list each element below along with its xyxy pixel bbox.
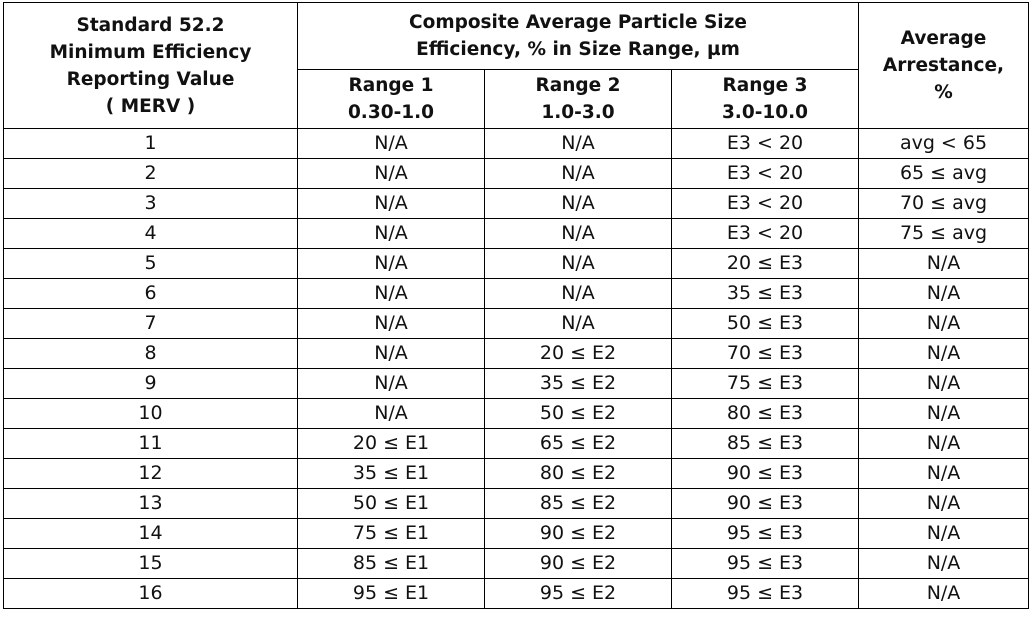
table-row — [4, 369, 1029, 399]
range-2-cell: 80 ≤ E2 — [485, 459, 672, 489]
arrestance-cell: N/A — [859, 489, 1029, 519]
arrestance-cell: N/A — [859, 369, 1029, 399]
merv-header-line: ( MERV ) — [105, 95, 196, 117]
merv-cell: 14 — [4, 519, 298, 549]
range-1-cell: N/A — [298, 399, 485, 429]
range-3-cell: 85 ≤ E3 — [672, 429, 859, 459]
range-2-cell: N/A — [485, 159, 672, 189]
range-1-cell: N/A — [298, 219, 485, 249]
range-2-header — [485, 70, 672, 129]
range-3-cell: 95 ≤ E3 — [672, 549, 859, 579]
range-span: 3.0-10.0 — [721, 102, 809, 123]
merv-table — [3, 2, 1029, 609]
merv-cell: 3 — [4, 189, 298, 219]
range-2-cell: N/A — [485, 189, 672, 219]
table-row — [4, 579, 1029, 609]
range-name: Range 3 — [722, 75, 808, 96]
range-2-cell: 90 ≤ E2 — [485, 549, 672, 579]
table-row — [4, 339, 1029, 369]
table-row — [4, 279, 1029, 309]
range-2-cell: 65 ≤ E2 — [485, 429, 672, 459]
merv-cell: 1 — [4, 129, 298, 159]
range-1-cell: 85 ≤ E1 — [298, 549, 485, 579]
range-1-header — [298, 70, 485, 129]
range-2-cell: N/A — [485, 129, 672, 159]
range-2-cell: 50 ≤ E2 — [485, 399, 672, 429]
range-2-cell: 85 ≤ E2 — [485, 489, 672, 519]
range-3-cell: 95 ≤ E3 — [672, 519, 859, 549]
range-1-cell: N/A — [298, 189, 485, 219]
arrestance-cell: 65 ≤ avg — [859, 159, 1029, 189]
range-1-cell: N/A — [298, 159, 485, 189]
merv-header-line: Reporting Value — [66, 68, 235, 90]
merv-cell: 7 — [4, 309, 298, 339]
range-1-cell: N/A — [298, 129, 485, 159]
range-1-cell: N/A — [298, 249, 485, 279]
merv-cell: 2 — [4, 159, 298, 189]
table-row — [4, 219, 1029, 249]
merv-column-header — [4, 3, 298, 129]
range-1-cell: 50 ≤ E1 — [298, 489, 485, 519]
range-1-cell: N/A — [298, 339, 485, 369]
table-row — [4, 549, 1029, 579]
merv-cell: 5 — [4, 249, 298, 279]
range-1-cell: N/A — [298, 279, 485, 309]
range-2-cell: N/A — [485, 279, 672, 309]
range-2-cell: 35 ≤ E2 — [485, 369, 672, 399]
arrestance-cell: 75 ≤ avg — [859, 219, 1029, 249]
merv-header-line: Minimum Efficiency — [49, 41, 252, 63]
range-1-cell: 20 ≤ E1 — [298, 429, 485, 459]
merv-header-line: Standard 52.2 — [76, 14, 225, 36]
table-body — [4, 129, 1029, 609]
range-3-cell: 20 ≤ E3 — [672, 249, 859, 279]
merv-cell: 6 — [4, 279, 298, 309]
table-row — [4, 399, 1029, 429]
arrestance-cell: N/A — [859, 399, 1029, 429]
arrestance-cell: N/A — [859, 459, 1029, 489]
range-span: 1.0-3.0 — [541, 102, 615, 123]
range-3-cell: 90 ≤ E3 — [672, 489, 859, 519]
range-3-cell: 50 ≤ E3 — [672, 309, 859, 339]
range-3-cell: 35 ≤ E3 — [672, 279, 859, 309]
arrestance-cell: N/A — [859, 519, 1029, 549]
arrestance-header-line: Arrestance, — [882, 55, 1005, 76]
range-3-header — [672, 70, 859, 129]
range-3-cell: E3 < 20 — [672, 189, 859, 219]
range-1-cell: N/A — [298, 369, 485, 399]
composite-header-line: Efficiency, % in Size Range, µm — [416, 39, 740, 60]
range-3-cell: 80 ≤ E3 — [672, 399, 859, 429]
arrestance-header-line: Average — [900, 28, 987, 49]
range-3-cell: 90 ≤ E3 — [672, 459, 859, 489]
range-3-cell: 70 ≤ E3 — [672, 339, 859, 369]
range-1-cell: N/A — [298, 309, 485, 339]
table-row — [4, 189, 1029, 219]
range-3-cell: E3 < 20 — [672, 129, 859, 159]
arrestance-cell: N/A — [859, 309, 1029, 339]
table-row — [4, 489, 1029, 519]
range-2-cell: 95 ≤ E2 — [485, 579, 672, 609]
merv-cell: 8 — [4, 339, 298, 369]
range-1-cell: 95 ≤ E1 — [298, 579, 485, 609]
arrestance-cell: N/A — [859, 429, 1029, 459]
arrestance-cell: N/A — [859, 339, 1029, 369]
arrestance-cell: N/A — [859, 279, 1029, 309]
table-row — [4, 249, 1029, 279]
range-1-cell: 75 ≤ E1 — [298, 519, 485, 549]
table-row — [4, 129, 1029, 159]
merv-cell: 11 — [4, 429, 298, 459]
arrestance-cell: N/A — [859, 549, 1029, 579]
table-row — [4, 159, 1029, 189]
table-header — [4, 3, 1029, 129]
range-2-cell: 90 ≤ E2 — [485, 519, 672, 549]
arrestance-cell: avg < 65 — [859, 129, 1029, 159]
arrestance-cell: N/A — [859, 579, 1029, 609]
merv-cell: 4 — [4, 219, 298, 249]
merv-cell: 12 — [4, 459, 298, 489]
merv-cell: 10 — [4, 399, 298, 429]
range-2-cell: 20 ≤ E2 — [485, 339, 672, 369]
arrestance-header-line: % — [934, 82, 953, 103]
arrestance-column-header — [859, 3, 1029, 129]
range-3-cell: 75 ≤ E3 — [672, 369, 859, 399]
range-3-cell: 95 ≤ E3 — [672, 579, 859, 609]
merv-cell: 15 — [4, 549, 298, 579]
table-row — [4, 459, 1029, 489]
composite-efficiency-header — [298, 3, 859, 70]
table-row — [4, 519, 1029, 549]
range-3-cell: E3 < 20 — [672, 159, 859, 189]
arrestance-cell: N/A — [859, 249, 1029, 279]
arrestance-cell: 70 ≤ avg — [859, 189, 1029, 219]
merv-table-container — [3, 2, 1029, 609]
range-2-cell: N/A — [485, 219, 672, 249]
range-name: Range 2 — [535, 75, 621, 96]
range-2-cell: N/A — [485, 249, 672, 279]
merv-cell: 13 — [4, 489, 298, 519]
table-row — [4, 309, 1029, 339]
table-row — [4, 429, 1029, 459]
range-2-cell: N/A — [485, 309, 672, 339]
range-span: 0.30-1.0 — [347, 102, 435, 123]
range-3-cell: E3 < 20 — [672, 219, 859, 249]
composite-header-line: Composite Average Particle Size — [409, 12, 747, 33]
range-name: Range 1 — [348, 75, 434, 96]
range-1-cell: 35 ≤ E1 — [298, 459, 485, 489]
merv-cell: 9 — [4, 369, 298, 399]
merv-cell: 16 — [4, 579, 298, 609]
